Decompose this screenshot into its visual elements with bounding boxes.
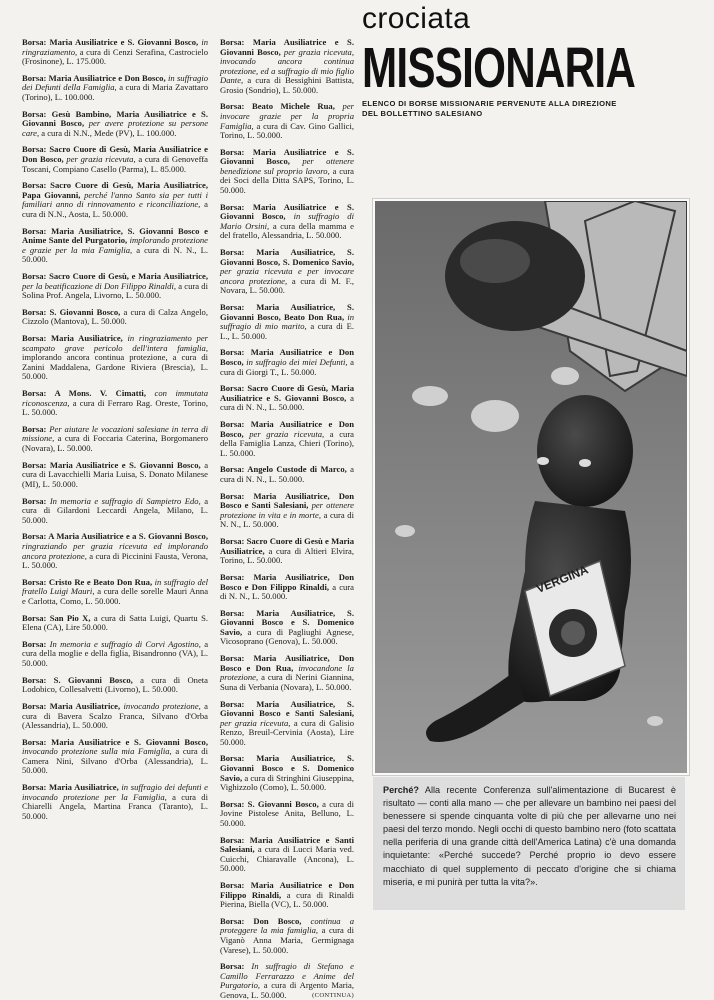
entry-donor: a cura della Famiglia Lanza, Chieri (Torino), L. 50.000. bbox=[220, 428, 354, 458]
donation-entry bbox=[220, 248, 354, 296]
donation-entry bbox=[22, 497, 208, 526]
entry-title: Borsa: Maria Ausiliatrice, bbox=[22, 782, 119, 793]
entry-donor: a cura di Giorgi T., L. 50.000. bbox=[220, 356, 354, 377]
entry-title: Borsa: Sacro Cuore di Gesù e Maria Ausiliatrice, bbox=[220, 536, 354, 556]
entry-title: Borsa: Maria Ausiliatrice, S. Giovanni Bosco e Anime Sante del Purgatorio, bbox=[22, 225, 208, 246]
entry-title: Borsa: Maria Ausiliatrice, Don Bosco e Don Rua, bbox=[220, 653, 354, 673]
donation-entry bbox=[220, 102, 354, 140]
entry-title: Borsa: Maria Ausiliatrice e S. Giovanni Bosco, bbox=[22, 736, 208, 747]
entry-intention: in suffragio dei miei Defunti, bbox=[246, 356, 348, 367]
entry-title: Borsa: Maria Ausiliatrice e S. Giovanni Bosco, bbox=[220, 201, 354, 222]
entry-title: Borsa: Beato Michele Rua, bbox=[220, 101, 335, 112]
entry-title: Borsa: Maria Ausiliatrice e Don Filippo Rinaldi, bbox=[220, 880, 354, 900]
donation-entry bbox=[22, 145, 208, 174]
entry-donor: a cura di Rinaldi Pierina, Biella (VC), L. 50.000. bbox=[220, 889, 354, 910]
entry-title: Borsa: Sacro Cuore di Gesù, Maria Ausiliatrice e S. Giovanni Bosco, bbox=[220, 383, 354, 403]
continued-label: (CONTINUA) bbox=[312, 991, 354, 999]
donation-entry bbox=[22, 702, 208, 731]
donation-entry bbox=[220, 917, 354, 955]
entry-title: Borsa: Maria Ausiliatrice e S. Giovanni Bosco, bbox=[22, 37, 199, 47]
entry-intention: in ringraziamento per scampato grave pericolo dell'intera famiglia, bbox=[22, 333, 208, 353]
entry-intention: in suffragio di Mario Orsini, bbox=[220, 211, 354, 231]
entry-donor: a cura di Oneta Lodobico, Collesalvetti (Livorno), L. 50.000. bbox=[22, 674, 208, 695]
entry-intention: per grazia ricevuta, bbox=[220, 717, 291, 728]
entry-donor: a cura di Bessighini Battista, Grosio (Sondrio), L. 50.000. bbox=[220, 75, 354, 95]
debris-highlight bbox=[460, 239, 530, 283]
donation-entry bbox=[22, 227, 208, 265]
donation-entry bbox=[220, 609, 354, 647]
entry-intention: per la beatificazione di Don Filippo Rinaldi, bbox=[22, 280, 176, 291]
entry-donor: a cura di Piccinini Fausta, Verona, L. 50.000. bbox=[22, 550, 209, 571]
entry-title: Borsa: Angelo Custode di Marco, bbox=[220, 464, 347, 475]
entry-intention: per grazia ricevuta e per invocare ancora protezione, bbox=[220, 266, 354, 286]
entry-title: Borsa: Maria Ausiliatrice, S. Giovanni Bosco e Santi Salesiani, bbox=[220, 698, 354, 719]
donation-entry bbox=[220, 384, 354, 413]
entry-intention: con immutata riconoscenza, bbox=[22, 388, 208, 408]
entry-donor: a cura della moglie e della figlia, Bisandronno (VA), L. 50.000. bbox=[22, 638, 209, 668]
entry-title: Borsa: Maria Ausiliatrice e S. Giovanni Bosco, bbox=[22, 459, 201, 470]
donation-entry bbox=[220, 836, 354, 874]
donation-entry bbox=[220, 537, 354, 566]
entry-title: Borsa: bbox=[220, 961, 245, 972]
entry-title: Borsa: A Maria Ausiliatrice e a S. Giovanni Bosco, bbox=[22, 531, 208, 542]
donation-entry bbox=[22, 74, 208, 103]
entry-title: Borsa: bbox=[22, 638, 47, 649]
donations-column-2 bbox=[220, 38, 354, 1000]
entry-title: Borsa: Maria Ausiliatrice e Don Bosco, bbox=[220, 347, 354, 367]
entry-intention: invocando protezione sulla mia Famiglia, bbox=[22, 746, 172, 757]
caption-text: Alla recente Conferenza sull'alimentazione di Bucarest è risultato — conti alla mano — che per allevare un bambino nei paesi del benessere si spende cinquanta volte di più che per allevarne uno nei paesi del terzo mondo. Negli occhi di questo bambino nero (foto scattata nella periferia di una grande città dell'America Latina) c'è una domanda inquietante: «Perché succede? Perché proprio io devo essere macchiato di quel supplemento di peccato d'origine che si chiama miseria, e mi punirà per tutta la vita?». bbox=[383, 785, 677, 887]
masthead-subtitle-line-1: ELENCO DI BORSE MISSIONARIE PERVENUTE ALLA DIREZIONE bbox=[362, 99, 617, 108]
entry-donor: a cura di Argento Maria, Genova, L. 50.000. bbox=[220, 980, 354, 1000]
masthead bbox=[362, 4, 702, 118]
entry-intention: in suffragio del fratello Luigi Mauri, bbox=[22, 576, 208, 597]
entry-donor: a cura di Jovine Pistolese Anita, Belluno, L. 50.000. bbox=[220, 798, 354, 828]
entry-intention: per invocare grazie per la propria Famiglia, bbox=[220, 101, 354, 131]
donation-entry bbox=[220, 492, 354, 530]
entry-donor: a cura di Stringhini Giuseppina, Vighizzolo (Como), L. 50.000. bbox=[220, 772, 354, 793]
donation-entry bbox=[22, 738, 208, 776]
donation-entry bbox=[22, 272, 208, 301]
entry-donor: a cura di Gilardoni Leccardi Angela, Milano, L. 50.000. bbox=[22, 495, 209, 525]
entry-title: Borsa: Sacro Cuore di Gesù, Maria Ausiliatrice e Don Bosco, bbox=[22, 144, 208, 165]
entry-intention: per ottenere protezione in vita e in morte, bbox=[220, 500, 354, 520]
donations-column-1 bbox=[22, 38, 208, 829]
donation-entry bbox=[220, 348, 354, 377]
entry-donor: a cura di Ferraro Rag. Oreste, Torino, L. 50.000. bbox=[22, 397, 208, 418]
entry-donor: a cura dei Soci della Ditta SAPS, Torino, L. 50.000. bbox=[220, 165, 354, 196]
entry-donor: a cura di Bavera Scalzo Franca, Silvano d'Orba (Alessandria), L. 50.000. bbox=[22, 701, 208, 731]
entry-title: Borsa: bbox=[22, 495, 47, 506]
donation-entry bbox=[220, 654, 354, 692]
entry-donor: implorando ancora continua protezione, a cura di Zanini Maddalena, Gardone Riviera (Brescia), L. 50.000. bbox=[22, 352, 208, 382]
donation-entry bbox=[22, 640, 208, 669]
masthead-missionaria: MISSIONARIA bbox=[362, 36, 636, 100]
donation-entry bbox=[220, 962, 354, 1000]
photo-illustration bbox=[375, 201, 687, 773]
entry-donor: a cura di E. L., L. 50.000. bbox=[220, 321, 354, 341]
donation-entry bbox=[220, 420, 354, 458]
entry-title: Borsa: Maria Ausiliatrice, bbox=[22, 701, 121, 711]
entry-donor: a cura di N.N., Mede (PV), L. 100.000. bbox=[41, 127, 177, 138]
entry-title: Borsa: S. Giovanni Bosco, bbox=[220, 798, 319, 809]
entry-intention: In suffragio di Stefano e Camillo Ferrarazzo e Anime del Purgatorio, bbox=[220, 961, 354, 991]
donation-entry bbox=[22, 308, 208, 327]
entry-donor: a cura delle sorelle Mauri Anna e Carlotta, Como, L. 50.000. bbox=[22, 586, 209, 606]
entry-intention: per ottenere benedizione sul proprio lavoro, bbox=[220, 156, 354, 176]
entry-donor: a cura di Lucci Maria ved. Cuicchi, Chiaravalle (Ancona), L. 50.000. bbox=[220, 844, 354, 874]
entry-title: Borsa: S. Giovanni Bosco, bbox=[22, 306, 121, 317]
entry-intention: ringraziando per grazia ricevuta ed implorando ancora protezione, bbox=[22, 540, 208, 561]
entry-donor: a cura di Satta Luigi, Quartu S. Elena (CA), Lire 50.000. bbox=[22, 612, 208, 633]
entry-donor: a cura di Galisio Renzo, Breuil-Cervinia (Aosta), Lire 50.000. bbox=[220, 717, 354, 747]
donation-entry bbox=[220, 573, 354, 602]
entry-title: Borsa: Maria Ausiliatrice e S. Giovanni Bosco, bbox=[220, 146, 354, 167]
entry-title: Borsa: Don Bosco, bbox=[220, 915, 302, 926]
donation-entry bbox=[220, 203, 354, 241]
donation-entry bbox=[22, 676, 208, 695]
entry-intention: Per aiutare le vocazioni salesiane in terra di missione, bbox=[22, 423, 208, 444]
entry-donor: a cura di M. F., Novara, L. 50.000. bbox=[220, 275, 354, 296]
entry-title: Borsa: bbox=[22, 423, 47, 434]
entry-intention: In memoria e suffragio di Corvi Agostino, bbox=[49, 638, 201, 649]
masthead-subtitle-line-2: DEL BOLLETTINO SALESIANO bbox=[362, 108, 483, 118]
entry-title: Borsa: Maria Ausiliatrice, Don Bosco e Don Filippo Rinaldi, bbox=[220, 571, 354, 592]
entry-title: Borsa: Sacro Cuore di Gesù, Maria Ausiliatrice, Papa Giovanni, bbox=[22, 180, 208, 200]
masthead-crociata: crociata bbox=[362, 2, 471, 35]
entry-title: Borsa: Maria Ausiliatrice e Santi Salesiani, bbox=[220, 834, 354, 855]
entry-donor: a cura di N.N., Aosta, L. 50.000. bbox=[22, 199, 208, 219]
entry-donor: a cura di Cav. Gino Gallici, Torino, L. 50.000. bbox=[220, 120, 354, 141]
entry-title: Borsa: Sacro Cuore di Gesù, e Maria Ausiliatrice, bbox=[22, 271, 208, 282]
entry-donor: a cura di N. N., L. 50.000. bbox=[220, 581, 354, 602]
entry-donor: a cura di N. N., L. 50.000. bbox=[220, 509, 354, 530]
entry-donor: a cura di Altieri Elvira, Torino, L. 50.000. bbox=[220, 545, 354, 566]
donation-entry bbox=[22, 614, 208, 633]
photo-caption bbox=[373, 777, 685, 910]
donation-entry bbox=[220, 465, 354, 484]
entry-title: Borsa: Maria Ausiliatrice, S. Giovanni Bosco e S. Domenico Savio, bbox=[220, 753, 354, 783]
entry-intention: perché l'anno Santo sia per tutti i familiari anno di rinnovamento e riconciliazione, bbox=[22, 189, 208, 210]
entry-intention: continua a proteggere la mia famiglia, bbox=[220, 915, 354, 936]
donation-entry bbox=[22, 425, 208, 454]
caption-lead: Perché? bbox=[383, 785, 420, 795]
entry-title: Borsa: Maria Ausiliatrice, S. Giovanni Bosco e S. Domenico Savio, bbox=[220, 607, 354, 637]
entry-donor: a cura di Camera Nini, Silvano d'Orba (Alessandria), L. 50.000. bbox=[22, 746, 208, 776]
entry-donor: a cura di Cenzi Serafina, Castrocielo (Frosinone), L. 175.000. bbox=[22, 46, 208, 67]
entry-intention: per grazia ricevuta, bbox=[249, 428, 325, 439]
entry-title: Borsa: Maria Ausiliatrice, Don Bosco e Santi Salesiani, bbox=[220, 490, 354, 511]
donation-entry bbox=[22, 334, 208, 382]
entry-donor: a cura di N. N., L. 50.000. bbox=[220, 464, 354, 485]
entry-donor: a cura di Lavacchielli Maria Luisa, S. Donato Milanese (MI), L. 50.000. bbox=[22, 459, 209, 489]
donation-entry bbox=[22, 181, 208, 219]
donation-entry bbox=[22, 783, 208, 821]
entry-title: Borsa: Maria Ausiliatrice e Don Bosco, bbox=[220, 419, 354, 439]
entry-intention: invocando protezione, bbox=[123, 701, 201, 711]
entry-title: Borsa: Maria Ausiliatrice, bbox=[22, 333, 123, 344]
entry-intention: per grazia ricevuta, invocando ancora continua protezione, ed a suffragio di mio figlio Dante, bbox=[220, 46, 354, 86]
donation-entry bbox=[22, 578, 208, 607]
donation-entry bbox=[22, 461, 208, 490]
entry-intention: in ringraziamento, bbox=[22, 37, 208, 57]
donation-entry bbox=[220, 881, 354, 910]
entry-donor: a cura di Chiarelli Angela, Martina Franca (Taranto), L. 50.000. bbox=[22, 791, 208, 821]
donation-entry bbox=[220, 38, 354, 95]
entry-title: Borsa: San Pio X, bbox=[22, 612, 91, 623]
entry-donor: a cura di Calza Angelo, Cizzolo (Mantova), L. 50.000. bbox=[22, 306, 208, 327]
entry-intention: in suffragio dei defunti e invocando protezione per la Famiglia, bbox=[22, 782, 208, 802]
entry-title: Borsa: A Mons. V. Cimatti, bbox=[22, 388, 146, 399]
can-label: VERGINA bbox=[534, 562, 591, 596]
donation-entry bbox=[220, 303, 354, 341]
entry-title: Borsa: Cristo Re e Beato Don Rua, bbox=[22, 576, 153, 587]
entry-donor: a cura di Solina Prof. Angela, Livorno, L. 50.000. bbox=[22, 280, 208, 301]
entry-donor: a cura di Nerini Giannina, Suna di Verbania (Novara), L. 50.000. bbox=[220, 672, 354, 692]
child-with-can-photo bbox=[373, 199, 689, 775]
donation-entry bbox=[22, 532, 208, 570]
entry-donor: a cura di Viganò Anna Maria, Germignaga (Varese), L. 50.000. bbox=[220, 925, 354, 955]
entry-intention: In memoria e suffragio di Sampietro Edo, bbox=[49, 495, 201, 506]
entry-intention: per grazia ricevuta, bbox=[66, 154, 136, 165]
entry-intention: in suffragio dei Defunti della Famiglia, bbox=[22, 72, 209, 93]
entry-donor: a cura di Maria Zavattaro (Torino), L. 100.000. bbox=[22, 82, 209, 102]
entry-donor: a cura di N. N., L. 50.000. bbox=[220, 392, 354, 413]
entry-donor: a cura di Genoveffa Toscani, Compiano Casello (Parma), L. 85.000. bbox=[22, 154, 208, 174]
entry-donor: a cura della mamma e del fratello, Alessandria, L. 50.000. bbox=[220, 220, 354, 241]
donation-entry bbox=[220, 754, 354, 792]
entry-title: Borsa: Maria Ausiliatrice, S. Giovanni Bosco, Beato Don Rua, bbox=[220, 302, 354, 322]
entry-intention: invocandone la protezione, bbox=[220, 662, 354, 683]
masthead-subtitle bbox=[362, 99, 702, 118]
donation-entry bbox=[220, 800, 354, 829]
entry-intention: per avere protezione su persone care, bbox=[22, 118, 209, 138]
entry-donor: a cura di Foccaria Caterina, Borgomanero (Novara), L. 50.000. bbox=[22, 433, 208, 454]
entry-title: Borsa: S. Giovanni Bosco, bbox=[22, 674, 133, 685]
entry-donor: a cura di Pagliughi Agnese, Vicosoprano (Genova), L. 50.000. bbox=[220, 626, 354, 647]
entry-title: Borsa: Maria Ausiliatrice e S. Giovanni Bosco, bbox=[220, 37, 354, 57]
donation-entry bbox=[22, 38, 208, 67]
donation-entry bbox=[22, 110, 208, 139]
entry-title: Borsa: Gesù Bambino, Maria Ausiliatrice e S. Giovanni Bosco, bbox=[22, 108, 208, 129]
donation-entry bbox=[220, 148, 354, 196]
donation-entry bbox=[22, 389, 208, 418]
donation-entry bbox=[220, 700, 354, 748]
entry-intention: in suffragio di mio marito, bbox=[220, 311, 354, 332]
entry-title: Borsa: Maria Ausiliatrice, S. Giovanni Bosco, S. Domenico Savio, bbox=[220, 247, 354, 267]
entry-title: Borsa: Maria Ausiliatrice e Don Bosco, bbox=[22, 72, 166, 83]
entry-donor: a cura di N. N., L. 50.000. bbox=[22, 244, 208, 265]
entry-intention: implorando protezione e grazie per la mia Famiglia, bbox=[22, 235, 208, 255]
